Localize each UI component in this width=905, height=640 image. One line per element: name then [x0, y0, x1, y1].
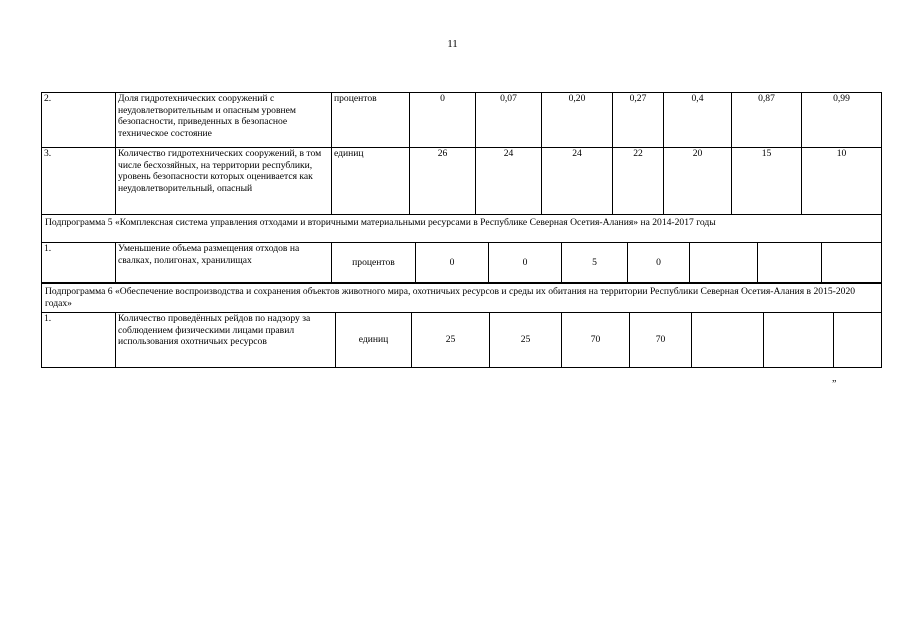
table-row	[42, 148, 882, 215]
value-cell: 24	[542, 148, 613, 215]
value-cell: 22	[613, 148, 664, 215]
row-number: 3.	[42, 148, 116, 215]
value-cell: 70	[630, 313, 692, 368]
value-cell: 10	[802, 148, 882, 215]
table-row	[42, 313, 882, 368]
value-cell	[690, 243, 758, 283]
section-row	[42, 215, 882, 243]
value-cell	[822, 243, 882, 283]
value-cell: 26	[410, 148, 476, 215]
value-cell: 0	[628, 243, 690, 283]
value-cell: 25	[490, 313, 562, 368]
value-cell: 0,4	[664, 93, 732, 148]
indicator-table-block-3	[41, 283, 881, 368]
value-cell: 70	[562, 313, 630, 368]
value-cell	[834, 313, 882, 368]
indicator-name: Доля гидротехнических сооружений с неудовлетворительным и опасным уровнем безопасности, приведенных в безопасное техническое состояние	[116, 93, 332, 148]
value-cell: 0,20	[542, 93, 613, 148]
row-number: 1.	[42, 243, 116, 283]
page-number: 11	[447, 38, 458, 50]
section-row	[42, 284, 882, 313]
indicator-name: Количество проведённых рейдов по надзору за соблюдением физическими лицами правил использования охотничьих ресурсов	[116, 313, 336, 368]
value-cell: 0,07	[476, 93, 542, 148]
value-cell: 24	[476, 148, 542, 215]
value-cell: 0,99	[802, 93, 882, 148]
value-cell: 20	[664, 148, 732, 215]
value-cell: 0,27	[613, 93, 664, 148]
table-row	[42, 243, 882, 283]
subprogram-title: Подпрограмма 5 «Комплексная система управления отходами и вторичными материальными ресурсами в Республике Северная Осетия-Алания» на 2014-2017 годы	[42, 215, 882, 243]
value-cell: 0	[489, 243, 562, 283]
table-row	[42, 93, 882, 148]
indicator-name: Количество гидротехнических сооружений, в том числе бесхозяйных, на территории республики, уровень безопасности которых оценивается как неудовлетворительный, опасный	[116, 148, 332, 215]
indicator-name: Уменьшение объема размещения отходов на свалках, полигонах, хранилищах	[116, 243, 332, 283]
value-cell: 15	[732, 148, 802, 215]
unit: процентов	[332, 243, 416, 283]
value-cell	[692, 313, 764, 368]
value-cell: 0,87	[732, 93, 802, 148]
unit: единиц	[332, 148, 410, 215]
unit: процентов	[332, 93, 410, 148]
row-number: 2.	[42, 93, 116, 148]
indicator-table-block-1	[41, 92, 881, 215]
closing-quote-mark: ”	[832, 379, 837, 390]
value-cell: 5	[562, 243, 628, 283]
row-number: 1.	[42, 313, 116, 368]
unit: единиц	[336, 313, 412, 368]
subprogram-title: Подпрограмма 6 «Обеспечение воспроизводства и сохранения объектов животного мира, охотничьих ресурсов и среды их обитания на территории Республики Северная Осетия-Алания в 2015-2020 годах»	[42, 284, 882, 313]
indicator-table-block-2	[41, 214, 881, 283]
value-cell: 0	[416, 243, 489, 283]
value-cell	[764, 313, 834, 368]
value-cell: 25	[412, 313, 490, 368]
value-cell: 0	[410, 93, 476, 148]
value-cell	[758, 243, 822, 283]
